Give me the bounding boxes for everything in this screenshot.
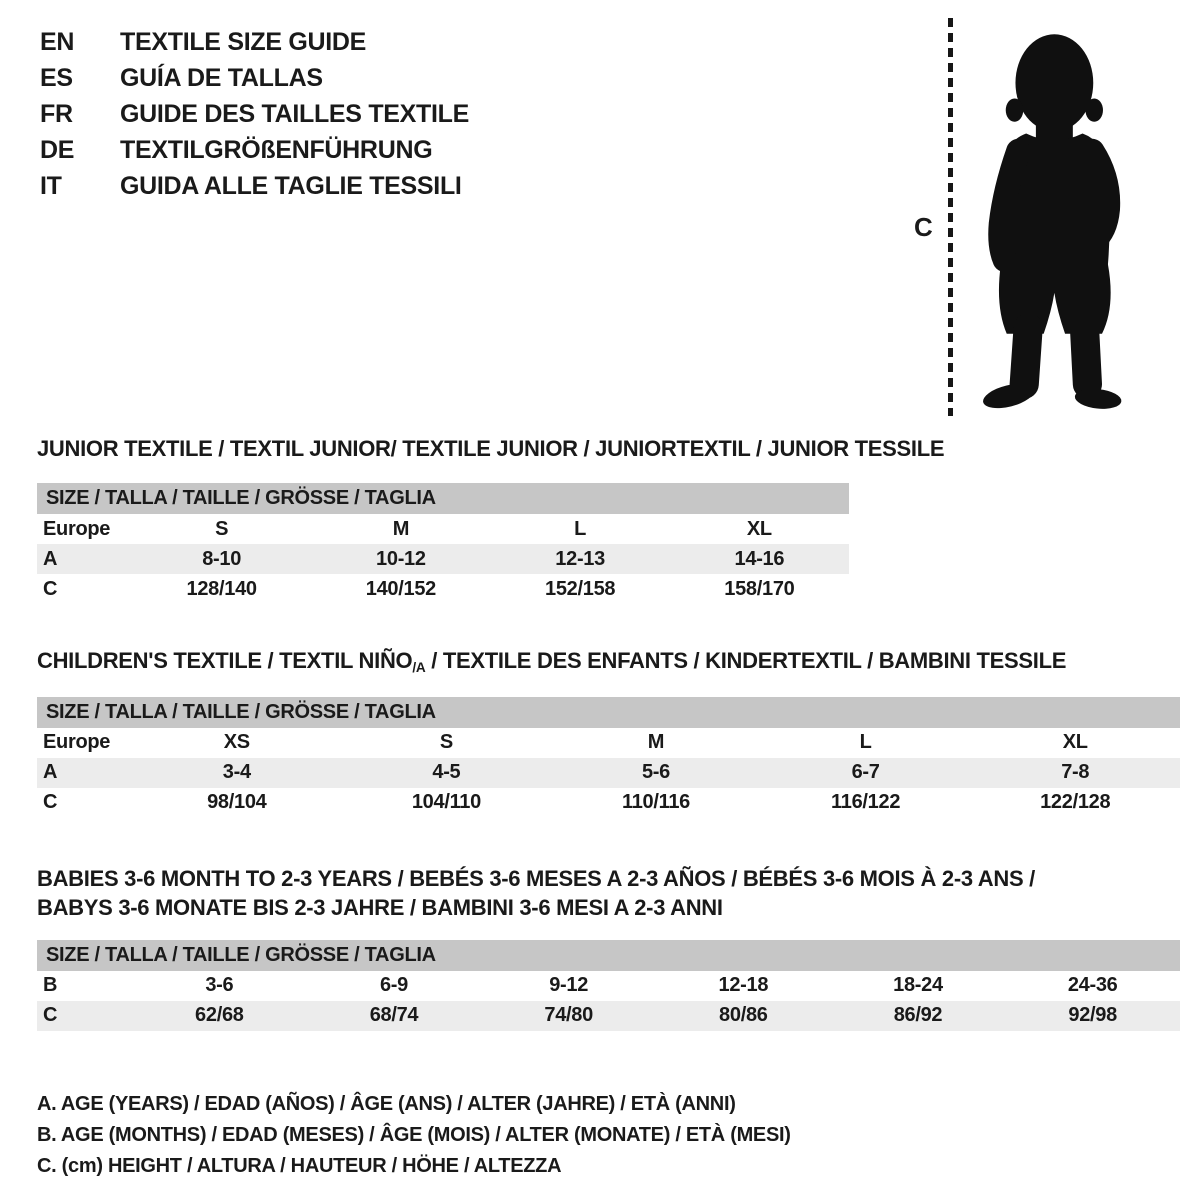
table-cell: 110/116 — [621, 791, 690, 814]
babies-size-table — [37, 940, 1180, 1031]
junior-size-header-bar: SIZE / TALLA / TAILLE / GRÖSSE / TAGLIA — [37, 483, 849, 514]
table-cell: 92/98 — [1068, 1004, 1117, 1027]
table-cell: 7-8 — [1061, 761, 1090, 784]
header-area — [0, 0, 1200, 430]
language-row-es — [40, 60, 469, 96]
language-title: GUIDA ALLE TAGLIE TESSILI — [120, 172, 462, 200]
children-size-table — [37, 697, 1180, 818]
table-cell: 4-5 — [432, 761, 461, 784]
children-section — [0, 649, 1200, 818]
table-cell: 12-13 — [555, 547, 605, 570]
language-row-de — [40, 132, 469, 168]
table-cell: 152/158 — [545, 577, 616, 600]
junior-size-table — [37, 483, 849, 604]
table-cell: 10-12 — [376, 547, 426, 570]
height-measure-label: C — [914, 212, 933, 242]
children-size-header-bar: SIZE / TALLA / TAILLE / GRÖSSE / TAGLIA — [37, 697, 1180, 728]
table-cell: 80/86 — [719, 1004, 768, 1027]
row-label: A — [43, 547, 58, 570]
table-row-europe — [37, 728, 1180, 758]
table-cell: XS — [223, 731, 250, 754]
babies-section — [0, 864, 1200, 1031]
children-section-heading — [37, 649, 1200, 680]
row-label: C — [43, 1004, 58, 1027]
table-cell: L — [859, 731, 872, 754]
table-row-age-months — [37, 971, 1180, 1001]
table-cell: L — [574, 517, 587, 540]
table-row-height-cm — [37, 574, 849, 604]
table-cell: 3-6 — [205, 974, 234, 997]
language-code: EN — [40, 28, 75, 56]
row-label: B — [43, 974, 58, 997]
table-cell: M — [647, 731, 665, 754]
table-cell: 3-4 — [222, 761, 251, 784]
table-cell: 128/140 — [186, 577, 257, 600]
table-cell: 6-9 — [379, 974, 408, 997]
children-heading-main: CHILDREN'S TEXTILE / TEXTIL NIÑO — [37, 648, 413, 673]
table-cell: XL — [746, 517, 772, 540]
babies-size-header-bar: SIZE / TALLA / TAILLE / GRÖSSE / TAGLIA — [37, 940, 1180, 971]
height-figure — [900, 0, 1200, 430]
table-row-height-cm — [37, 1001, 1180, 1031]
row-label: Europe — [43, 517, 111, 540]
language-code: ES — [40, 64, 73, 92]
table-cell: 98/104 — [207, 791, 267, 814]
babies-section-heading-line1: BABIES 3-6 MONTH TO 2-3 YEARS / BEBÉS 3-6 MESES A 2-3 AÑOS / BÉBÉS 3-6 MOIS À 2-3 ANS / — [37, 865, 1035, 891]
language-title: TEXTILGRÖßENFÜHRUNG — [120, 136, 433, 164]
language-row-it — [40, 168, 469, 204]
language-list — [40, 24, 469, 204]
legend-height-cm: C. (cm) HEIGHT / ALTURA / HAUTEUR / HÖHE / ALTEZZA — [37, 1154, 562, 1177]
row-label: A — [43, 761, 58, 784]
table-cell: 158/170 — [724, 577, 795, 600]
table-cell: 14-16 — [734, 547, 785, 570]
table-cell: XL — [1062, 731, 1088, 754]
children-heading-subscript: /A — [412, 659, 426, 675]
table-cell: 12-18 — [718, 974, 769, 997]
table-cell: 18-24 — [893, 974, 943, 997]
table-cell: 86/92 — [893, 1004, 943, 1027]
junior-section — [0, 437, 1200, 604]
language-code: FR — [40, 100, 73, 128]
children-heading-rest: / TEXTILE DES ENFANTS / KINDERTEXTIL / BAMBINI TESSILE — [425, 648, 1067, 673]
row-label: C — [43, 791, 58, 814]
height-dashed-line — [948, 18, 953, 416]
language-code: DE — [40, 136, 75, 164]
table-cell: 62/68 — [195, 1004, 244, 1027]
language-row-en — [40, 24, 469, 60]
row-label: Europe — [43, 731, 111, 754]
language-row-fr — [40, 96, 469, 132]
table-cell: S — [439, 731, 453, 754]
language-title: GUIDE DES TAILLES TEXTILE — [120, 100, 470, 128]
table-cell: 9-12 — [549, 974, 589, 997]
junior-section-heading: JUNIOR TEXTILE / TEXTIL JUNIOR/ TEXTILE JUNIOR / JUNIORTEXTIL / JUNIOR TESSILE — [37, 436, 945, 461]
table-cell: 24-36 — [1067, 974, 1118, 997]
measurement-legend — [37, 1089, 1200, 1182]
legend-age-years: A. AGE (YEARS) / EDAD (AÑOS) / ÂGE (ANS) / ALTER (JAHRE) / ETÀ (ANNI) — [37, 1092, 736, 1115]
table-cell: 116/122 — [831, 791, 901, 814]
toddler-silhouette-icon — [962, 20, 1137, 418]
table-cell: 104/110 — [411, 791, 481, 814]
table-cell: M — [392, 517, 410, 540]
language-title: TEXTILE SIZE GUIDE — [120, 28, 367, 56]
table-row-age-years — [37, 758, 1180, 788]
table-cell: 122/128 — [1040, 791, 1111, 814]
language-code: IT — [40, 172, 62, 200]
babies-section-heading-line2: BABYS 3-6 MONATE BIS 2-3 JAHRE / BAMBINI 3-6 MESI A 2-3 ANNI — [37, 894, 723, 920]
table-cell: 8-10 — [202, 547, 242, 570]
row-label: C — [43, 577, 58, 600]
table-cell: 6-7 — [851, 761, 880, 784]
legend-age-months: B. AGE (MONTHS) / EDAD (MESES) / ÂGE (MOIS) / ALTER (MONATE) / ETÀ (MESI) — [37, 1123, 791, 1146]
table-row-europe — [37, 514, 849, 544]
table-cell: 140/152 — [365, 577, 436, 600]
table-row-age-years — [37, 544, 849, 574]
table-cell: S — [215, 517, 229, 540]
language-title: GUÍA DE TALLAS — [120, 64, 323, 92]
table-cell: 68/74 — [369, 1004, 419, 1027]
table-row-height-cm — [37, 788, 1180, 818]
table-cell: 74/80 — [544, 1004, 593, 1027]
table-cell: 5-6 — [641, 761, 670, 784]
